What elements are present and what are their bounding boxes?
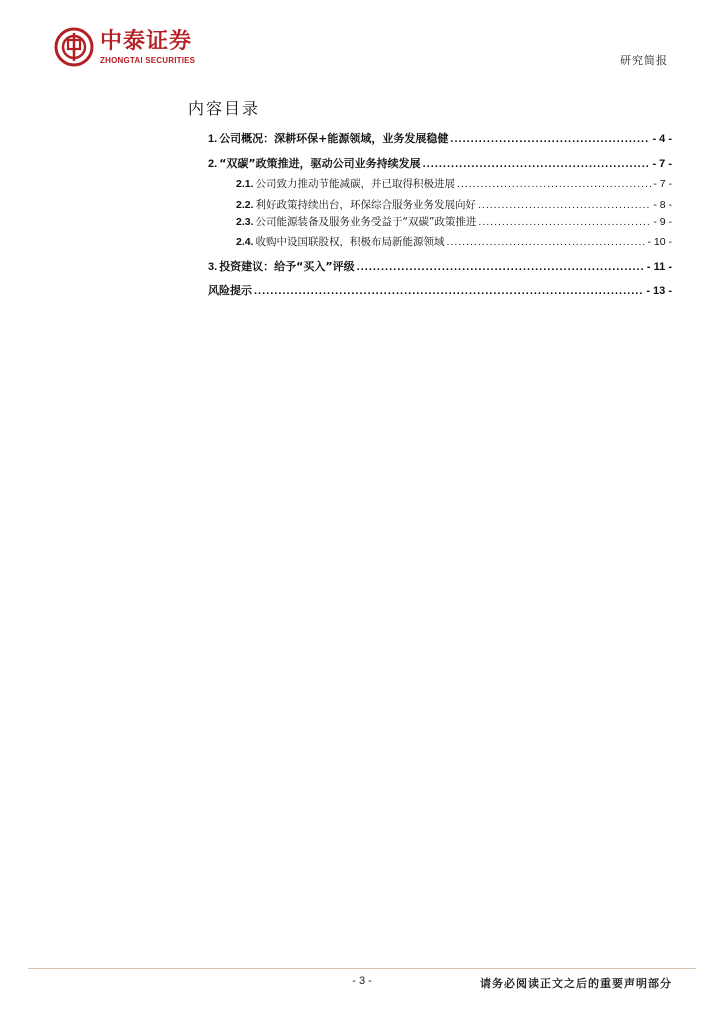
toc-entry-page: - 13 - bbox=[646, 285, 672, 297]
toc-entry-text: 风险提示 bbox=[208, 284, 252, 297]
toc-leader-dots bbox=[450, 133, 650, 145]
toc-entry-number: 2. bbox=[208, 158, 218, 170]
toc-leader-dots bbox=[357, 261, 645, 273]
toc-entry-text: “双碳”政策推进，驱动公司业务持续发展 bbox=[219, 157, 421, 170]
toc-entry-2-2[interactable] bbox=[236, 197, 672, 212]
toc-entry-risk[interactable] bbox=[208, 282, 672, 298]
toc-entry-text: 公司能源装备及服务业务受益于“双碳”政策推进 bbox=[255, 216, 477, 228]
toc-entry-number: 2.4. bbox=[236, 236, 254, 248]
toc-leader-dots bbox=[447, 236, 646, 248]
toc-entry-1[interactable] bbox=[208, 130, 672, 146]
toc-title: 内容目录 bbox=[188, 99, 261, 118]
toc-leader-dots bbox=[478, 199, 651, 211]
toc-entry-number: 1. bbox=[208, 133, 218, 145]
toc-entry-2-3[interactable] bbox=[236, 214, 672, 229]
zhongtai-logo-icon bbox=[54, 27, 94, 67]
toc-entry-text: 投资建议：给予“买入”评级 bbox=[219, 260, 355, 273]
toc-entry-number: 3. bbox=[208, 261, 218, 273]
toc-entry-text: 利好政策持续出台，环保综合服务业务发展向好 bbox=[255, 199, 477, 211]
toc-entry-2[interactable] bbox=[208, 155, 672, 171]
toc-entry-number: 2.1. bbox=[236, 178, 254, 190]
toc-entry-page: - 4 - bbox=[652, 133, 672, 145]
toc-leader-dots bbox=[478, 216, 651, 228]
company-logo bbox=[54, 27, 195, 67]
toc-entry-3[interactable] bbox=[208, 258, 672, 274]
toc-entry-page: - 8 - bbox=[653, 199, 672, 211]
footer-disclaimer: 请务必阅读正文之后的重要声明部分 bbox=[480, 977, 672, 990]
toc-entry-number: 2.2. bbox=[236, 199, 254, 211]
toc-leader-dots bbox=[254, 285, 644, 297]
toc-entry-number: 2.3. bbox=[236, 216, 254, 228]
toc-entry-2-4[interactable] bbox=[236, 234, 672, 249]
toc-entry-page: - 7 - bbox=[652, 158, 672, 170]
toc-entry-text: 公司概况：深耕环保+能源领域，业务发展稳健 bbox=[219, 132, 449, 145]
logo-english-name: ZHONGTAI SECURITIES bbox=[100, 55, 196, 65]
toc-entry-page: - 7 - bbox=[653, 178, 672, 190]
toc-leader-dots bbox=[457, 178, 651, 190]
toc-entry-text: 收购中设国联股权，积极布局新能源领域 bbox=[255, 236, 445, 248]
toc-entry-text: 公司致力推动节能减碳，并已取得积极进展 bbox=[255, 178, 456, 190]
toc-entry-2-1[interactable] bbox=[236, 176, 672, 191]
toc-entry-page: - 9 - bbox=[653, 216, 672, 228]
footer-divider bbox=[28, 968, 696, 969]
page-number: - 3 - bbox=[352, 975, 372, 987]
logo-chinese-name: 中泰证券 bbox=[100, 28, 193, 54]
report-type-label: 研究简报 bbox=[620, 54, 668, 67]
toc-leader-dots bbox=[423, 158, 651, 170]
toc-entry-page: - 11 - bbox=[646, 261, 672, 273]
toc-entry-page: - 10 - bbox=[647, 236, 672, 248]
